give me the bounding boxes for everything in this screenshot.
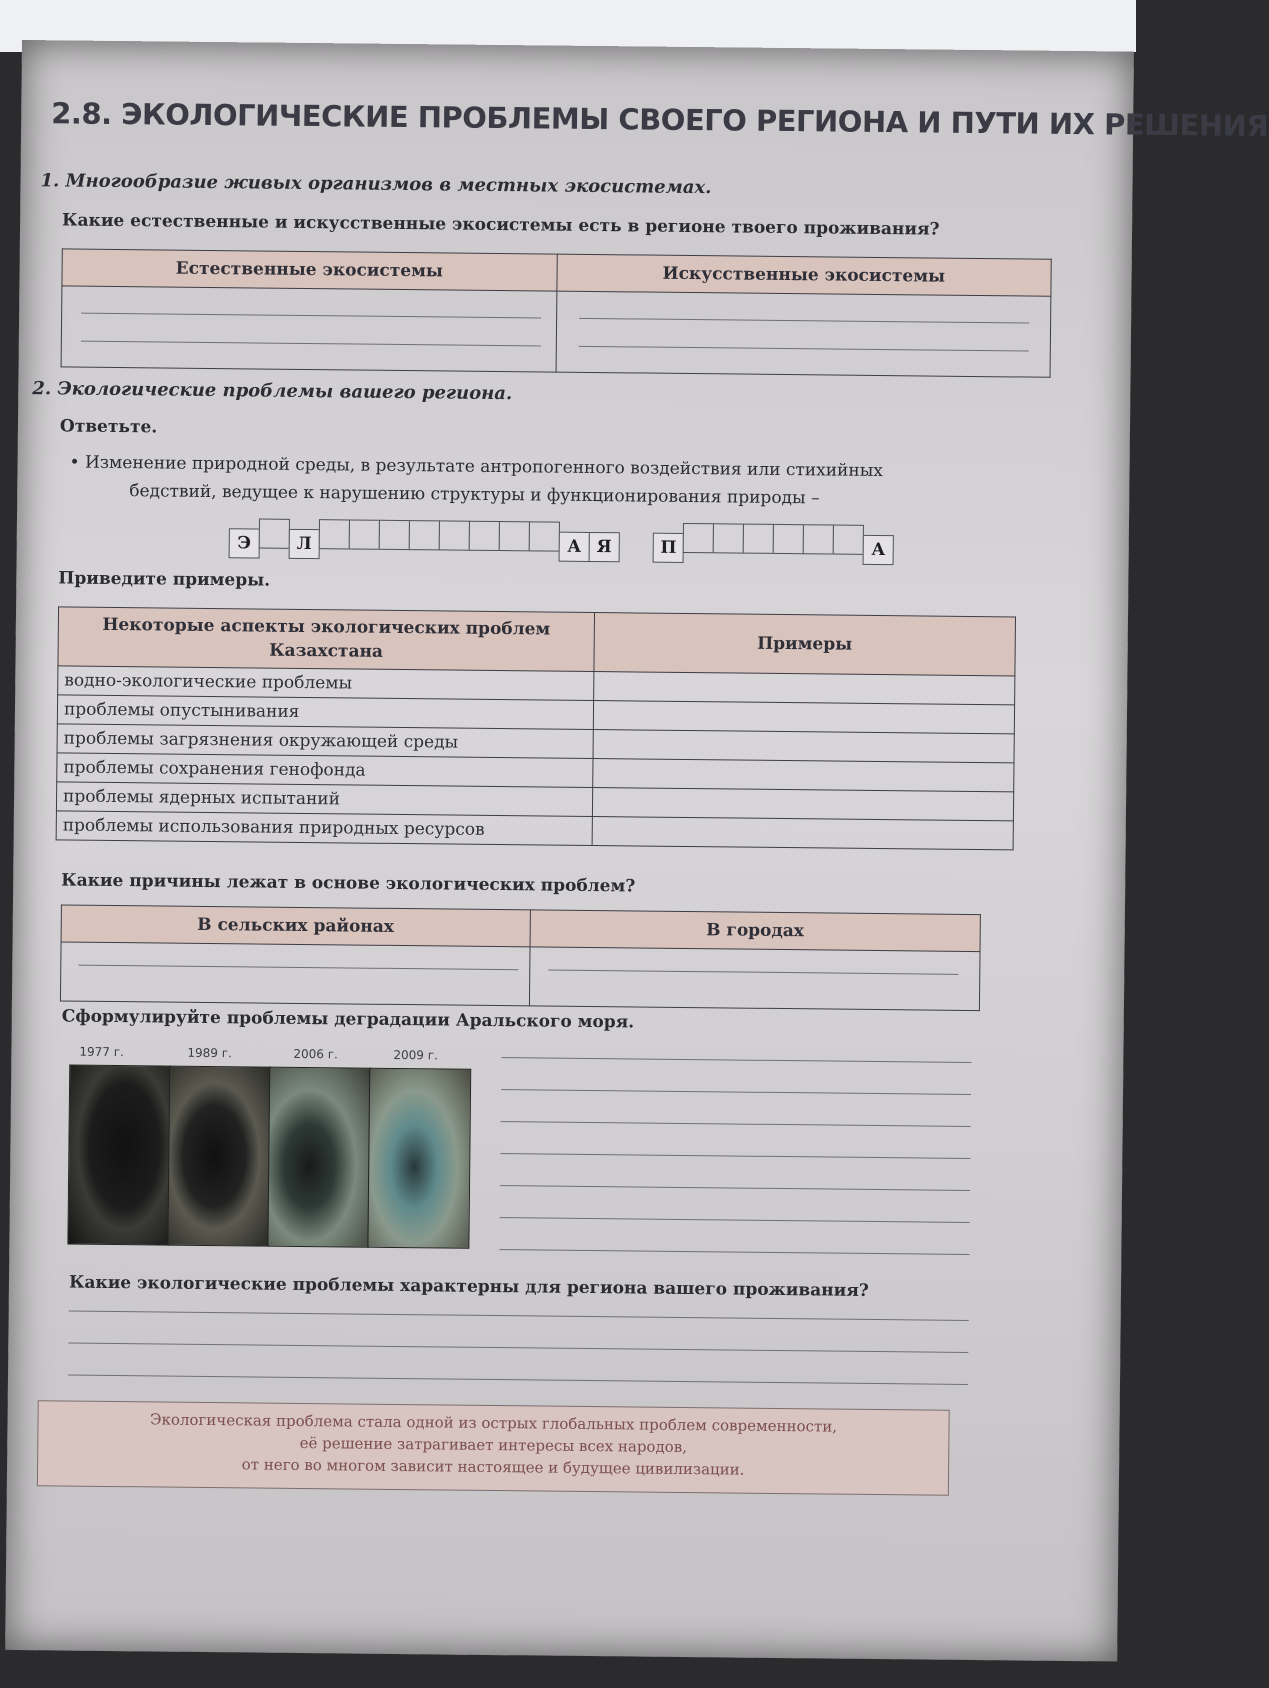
example-answer-cell[interactable] — [593, 701, 1014, 734]
definition-line-2: бедствий, ведущее к нарушению структуры и функционирования природы – — [129, 481, 820, 509]
causes-question: Какие причины лежат в основе экологических проблем? — [61, 870, 636, 897]
letter-box[interactable] — [743, 524, 774, 554]
year-label: 1989 г. — [187, 1045, 232, 1061]
worksheet-page — [5, 40, 1269, 1662]
letter-box[interactable] — [803, 524, 834, 554]
crossword-word-2[interactable] — [653, 538, 893, 560]
artificial-ecosystems-answer[interactable] — [556, 291, 1051, 377]
crossword-word-1[interactable] — [229, 533, 619, 556]
urban-header: В городах — [530, 910, 981, 952]
natural-ecosystems-header: Естественные экосистемы — [62, 249, 557, 291]
natural-ecosystems-answer[interactable] — [61, 286, 556, 372]
aspect-label: проблемы опустынивания — [57, 695, 593, 730]
answer-line — [68, 1375, 968, 1385]
answer-prompt: Ответьте. — [59, 416, 158, 438]
letter-box[interactable] — [349, 519, 380, 549]
letter-box[interactable] — [319, 519, 350, 549]
answer-line — [68, 1343, 968, 1353]
artificial-ecosystems-header: Искусственные экосистемы — [556, 254, 1051, 296]
note-line-1: Экологическая проблема стала одной из острых глобальных проблем современности, — [149, 1410, 838, 1436]
letter-box[interactable] — [833, 525, 864, 555]
letter-box[interactable]: Л — [289, 529, 320, 559]
letter-box[interactable] — [683, 523, 714, 553]
aspect-label: проблемы загрязнения окружающей среды — [57, 724, 593, 759]
conclusion-note — [37, 1400, 950, 1496]
aspect-label: проблемы сохранения генофонда — [57, 753, 593, 788]
aral-sea-photo-1989 — [167, 1066, 271, 1247]
letter-box[interactable] — [499, 521, 530, 551]
answer-line — [500, 1153, 970, 1159]
note-line-2: её решение затрагивает интересы всех народов, — [299, 1433, 688, 1457]
aspect-label: проблемы ядерных испытаний — [56, 782, 592, 817]
answer-line — [501, 1057, 971, 1063]
letter-box[interactable] — [713, 523, 744, 553]
task1-heading: 1. Многообразие живых организмов в местных экосистемах. — [40, 170, 712, 199]
note-line-3: от него во многом зависит настоящее и будущее цивилизации. — [241, 1455, 745, 1479]
urban-causes-answer[interactable] — [529, 947, 980, 1011]
answer-line — [500, 1217, 970, 1223]
answer-line — [501, 1121, 971, 1127]
example-answer-cell[interactable] — [594, 672, 1015, 705]
task2-heading: 2. Экологические проблемы вашего региона. — [32, 378, 513, 405]
answer-line — [500, 1185, 970, 1191]
example-answer-cell[interactable] — [592, 817, 1013, 850]
causes-table — [60, 904, 981, 1011]
crossword-answer[interactable] — [229, 518, 894, 565]
aral-prompt: Сформулируйте проблемы деградации Аральского моря. — [61, 1006, 635, 1033]
letter-box[interactable]: А — [559, 532, 590, 562]
letter-box[interactable] — [773, 524, 804, 554]
aspect-label: проблемы использования природных ресурсов — [56, 811, 592, 846]
example-answer-cell[interactable] — [593, 759, 1014, 792]
letter-box[interactable]: А — [863, 535, 894, 565]
year-label: 2006 г. — [293, 1046, 338, 1062]
letter-box[interactable] — [469, 521, 500, 551]
aspects-table — [56, 606, 1016, 850]
letter-box[interactable] — [409, 520, 440, 550]
letter-box[interactable]: П — [653, 533, 684, 563]
letter-box[interactable] — [379, 520, 410, 550]
example-answer-cell[interactable] — [592, 788, 1013, 821]
letter-box[interactable]: Я — [589, 532, 620, 562]
year-label: 2009 г. — [393, 1047, 438, 1063]
letter-box[interactable] — [529, 521, 560, 551]
answer-line — [501, 1089, 971, 1095]
task1-question: Какие естественные и искусственные экосистемы есть в регионе твоего проживания? — [62, 210, 940, 240]
section-title: 2.8. ЭКОЛОГИЧЕСКИЕ ПРОБЛЕМЫ СВОЕГО РЕГИОНА И ПУТИ ИХ РЕШЕНИЯ — [51, 96, 1269, 144]
year-label: 1977 г. — [79, 1044, 124, 1060]
examples-header: Примеры — [594, 613, 1016, 676]
answer-line — [499, 1249, 969, 1255]
letter-box[interactable] — [259, 519, 290, 549]
aspect-label: водно-экологические проблемы — [58, 666, 594, 701]
aspects-header: Некоторые аспекты экологических проблем Казахстана — [58, 607, 594, 672]
rural-header: В сельских районах — [61, 905, 530, 947]
definition-line-1: • Изменение природной среды, в результате антропогенного воздействия или стихийных — [69, 452, 883, 482]
letter-box[interactable] — [439, 520, 470, 550]
rural-causes-answer[interactable] — [60, 942, 529, 1006]
region-question: Какие экологические проблемы характерны для региона вашего проживания? — [68, 1272, 869, 1301]
aral-sea-photo-1977 — [67, 1065, 171, 1246]
aral-sea-photo-2006 — [267, 1067, 371, 1248]
letter-box[interactable]: Э — [229, 528, 260, 558]
answer-line — [69, 1311, 969, 1321]
example-answer-cell[interactable] — [593, 730, 1014, 763]
aral-sea-photo-2009 — [367, 1068, 471, 1249]
examples-prompt: Приведите примеры. — [58, 568, 271, 591]
